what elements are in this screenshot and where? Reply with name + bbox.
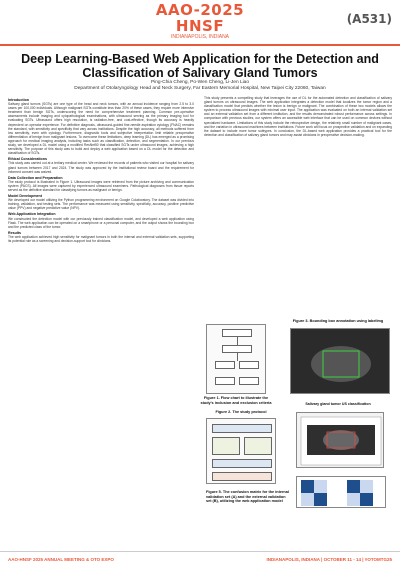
figure-1-flowchart	[206, 324, 266, 394]
protocol-step	[212, 437, 240, 455]
figure-1-caption: Figure 1. Flow chart to illustrate the study's inclusion and exclusion criteria	[200, 396, 272, 405]
section-heading: Web Application Integration	[8, 212, 56, 217]
confusion-matrix-grid	[297, 477, 387, 509]
figure-3-annotation	[290, 328, 390, 394]
section-text: We constructed the detection model with our previously trained classification model, and developed a web application using Flask. The web application can be operated on a smartphone or a personal computer, and the output shows the bounding box and the predicted class of the tumor.	[8, 216, 194, 229]
figure-5-confusion-matrix	[296, 476, 386, 508]
flow-node	[222, 329, 252, 337]
discussion-text: This study presents a compelling study that leverages the use of DL for the automated detection and classification of salivary gland tumors on ultrasound images. The web application integrates a detection model that localizes the tumor region and a classification model that predicts whether the lesion is benign or malignant. The combination of these two models allows the system to process ultrasound images with minimal user input. The application was evaluated on both an internal validation set and an external validation set from a different institution, and the results demonstrated robust performance across settings. In comparison with previous studies, our system offers an accessible web interface that can be used on common devices without specialized hardware. Limitations of this study include the retrospective design, the relatively small number of malignant cases, and the variation in ultrasound machines between institutions. Future work will focus on prospective validation and on expanding the dataset to include more tumor subtypes. In conclusion, the DL-based web application provides a practical tool for the detection and classification of salivary gland tumors and may assist clinicians in preoperative decision-making.	[204, 96, 392, 137]
protocol-step	[212, 424, 272, 433]
figure-4-webapp	[296, 412, 384, 468]
footer-location: INDIANAPOLIS, INDIANA | OCTOBER 11 - 14 | #OTOMTG25	[266, 557, 392, 562]
authors-block	[10, 80, 390, 92]
footer-band	[0, 551, 400, 569]
figure-2-protocol	[206, 418, 276, 484]
protocol-step	[244, 437, 272, 455]
section-text: Salivary gland tumors (SGTs) are one type of the head and neck tumors, with an annual incidence ranging from 2.5 to 3.0 cases per 100,000 individuals. Although malignant SGTs constitute less than 20% of these cases, they require more intensive treatment than benign SGTs, underscoring the need for comprehensive treatment planning. Common pre-operative assessments include imaging and cytopathological examinations, with ultrasound serving as the primary imaging tool for evaluating SGTs. Ultrasound offers high resolution, is radiation-free, and cost-effective, though its accuracy is heavily dependent on operator experience. For definitive diagnosis, ultrasound-guided fine-needle aspiration cytology (FNAC) remains the standard, with sensitivity and specificity that vary across institutions. Despite the high accuracy, all methods suffered from low sensitivity, even with cytology. Furthermore, diagnostic tools and subjective interpretation limit reliable preoperative differentiation of benign from malignant lesions. To overcome these limitations, deep learning (DL) has emerged as a promising approach for medical imaging analysis, including tasks such as classification, detection, and segmentation. In our previous study, we developed a DL model using a modified ResNet50 that classified SGTs under ultrasound images, achieving a high sensitivity. The purpose of this study was to build and deploy a web application based on a DL model for the detection and classification of SGTs.	[8, 102, 194, 156]
section-heading: Data Collection and Preparation	[8, 175, 63, 180]
protocol-step	[212, 459, 272, 468]
figure-5-caption: Figure 5. The confusion matrix for the internal validation set (A) and the external validation set (B), utilizing the web application model	[206, 490, 289, 504]
protocol-step	[212, 472, 272, 481]
poster-title: Deep Learning-Based Web Application for the Detection and Classification of Salivary Gland Tumors	[21, 52, 379, 80]
section-heading: Model Development	[8, 194, 42, 199]
figure-4-caption: Salivary gland tumor US classification	[305, 402, 371, 406]
phone-screenshot	[297, 413, 385, 469]
flow-node	[215, 377, 235, 385]
flow-node	[222, 345, 252, 353]
right-column	[204, 96, 392, 318]
conference-logo	[150, 2, 250, 42]
flow-connector	[237, 337, 238, 345]
logo-main: AAO-2025	[155, 1, 245, 19]
header-divider	[0, 44, 400, 46]
flow-node	[215, 361, 235, 369]
affiliation: Department of Otolaryngology Head and Neck Surgery, Far Eastern Memorial Hospital, New Taipei City 22060, Taiwan	[74, 86, 326, 91]
section-text: The web application achieved high sensitivity for malignant tumors in both the internal and external validation sets, supporting its potential role as a screening and decision-support tool for clinicians.	[8, 234, 194, 243]
logo-secondary: HNSF	[175, 17, 225, 35]
header-band	[0, 0, 400, 46]
flow-connector	[237, 353, 238, 361]
figure-3-caption: Figure 3. Bounding box annotation using labelImg	[292, 319, 384, 323]
poster-code: (A531)	[346, 12, 392, 26]
ultrasound-image	[291, 329, 391, 395]
left-column	[8, 96, 194, 526]
section-heading: Ethical Considerations	[8, 157, 47, 162]
section-text: The study protocol is illustrated in Figure 1. Ultrasound images were retrieved from the picture archiving and communication system (PACS). All images were captured by experienced ultrasound examiners. Pathological diagnoses from tissue reports served as the definitive standard for classifying tumors as malignant or benign.	[8, 179, 194, 192]
section-text: This study was carried out at a tertiary medical center. We reviewed the records of patients who visited our hospital for salivary gland tumors between 2017 and 2024. The study was approved by the institutional review board and the requirement for informed consent was waived.	[8, 161, 194, 174]
section-text: We developed our model utilizing the Python programming environment on Google Colaboratory. The dataset was divided into training, validation, and testing sets. The performance was measured using sensitivity, specificity, accuracy, positive predictive value (PPV) and negative predictive value (NPV).	[8, 198, 194, 211]
flow-node	[239, 377, 259, 385]
section-heading: Results	[8, 230, 21, 235]
figure-2-caption: Figure 2. The study protocol	[215, 410, 267, 414]
section-heading: Introduction	[8, 98, 29, 102]
logo-sub: INDIANAPOLIS, INDIANA	[170, 34, 230, 40]
flow-node	[239, 361, 259, 369]
authors: Ping-Chia Cheng, Po-Wen Cheng, Li-Jen Liao	[150, 80, 250, 85]
footer-meeting: AAO-HNSF 2025 ANNUAL MEETING & OTO EXPO	[8, 557, 114, 562]
